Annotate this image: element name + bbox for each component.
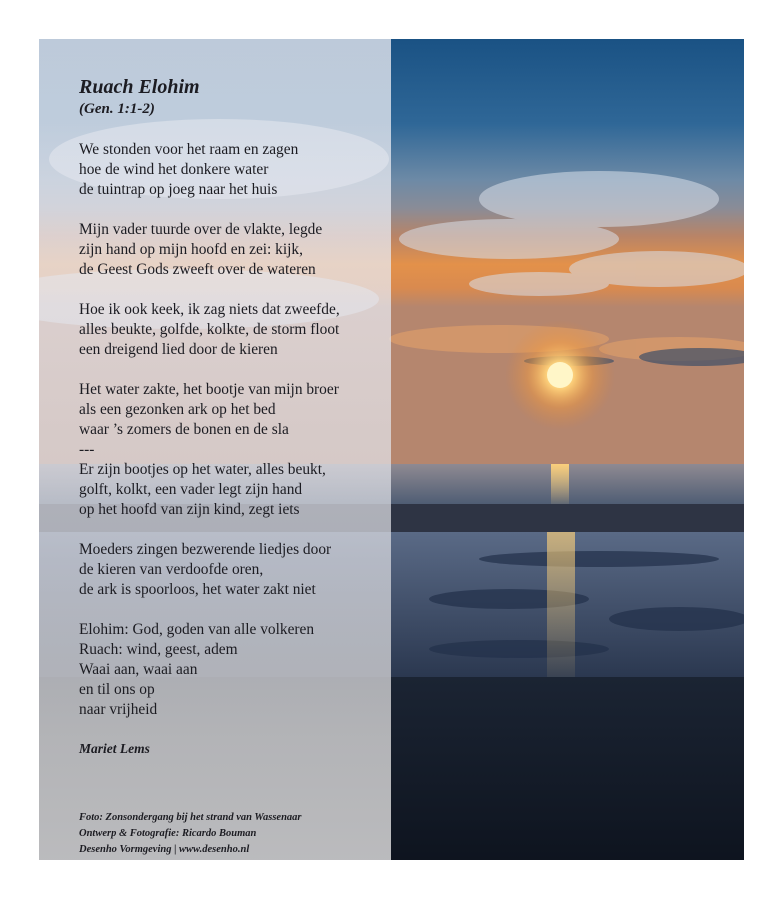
stanza (79, 300, 379, 360)
poem (79, 75, 379, 758)
poem-line: alles beukte, golfde, kolkte, de storm floot (79, 321, 340, 338)
poem-line: zijn hand op mijn hoofd en zei: kijk, (79, 241, 303, 258)
stanza (79, 540, 379, 600)
poem-line: een dreigend lied door de kieren (79, 341, 278, 358)
poem-line: en til ons op (79, 681, 155, 698)
poem-line: Elohim: God, goden van alle volkeren (79, 621, 315, 638)
section-divider: --- (79, 441, 95, 458)
photo-credit: Foto: Zonsondergang bij het strand van Wassenaar (79, 812, 302, 823)
stanza (79, 380, 379, 460)
poem-line: Mijn vader tuurde over de vlakte, legde (79, 221, 323, 238)
poem-line: Het water zakte, het bootje van mijn broer (79, 381, 339, 398)
poem-card (39, 39, 744, 860)
poem-line: Waai aan, waai aan (79, 661, 198, 678)
poem-line: Er zijn bootjes op het water, alles beukt, (79, 461, 326, 478)
poem-title: Ruach Elohim (79, 76, 200, 98)
poem-line: Hoe ik ook keek, ik zag niets dat zweefde, (79, 301, 340, 318)
poem-line: hoe de wind het donkere water (79, 161, 269, 178)
poem-line: naar vrijheid (79, 701, 158, 718)
poem-line: golft, kolkt, een vader legt zijn hand (79, 481, 303, 498)
poem-line: de Geest Gods zweeft over de wateren (79, 261, 316, 278)
poem-line: Moeders zingen bezwerende liedjes door (79, 541, 332, 558)
poem-line: de ark is spoorloos, het water zakt niet (79, 581, 316, 598)
design-credit: Ontwerp & Fotografie: Ricardo Bouman (79, 828, 257, 839)
poem-author: Mariet Lems (79, 741, 150, 756)
poem-line: op het hoofd van zijn kind, zegt iets (79, 501, 300, 518)
credits (79, 810, 302, 858)
poem-line: als een gezonken ark op het bed (79, 401, 276, 418)
stanza (79, 140, 379, 200)
poem-line: de kieren van verdoofde oren, (79, 561, 264, 578)
stanza (79, 460, 379, 520)
poem-line: waar ’s zomers de bonen en de sla (79, 421, 289, 438)
studio-credit: Desenho Vormgeving | www.desenho.nl (79, 844, 250, 855)
poem-line: de tuintrap op joeg naar het huis (79, 181, 278, 198)
poem-line: We stonden voor het raam en zagen (79, 141, 299, 158)
stanza (79, 620, 379, 720)
poem-line: Ruach: wind, geest, adem (79, 641, 238, 658)
stanza (79, 220, 379, 280)
poem-subtitle: (Gen. 1:1-2) (79, 101, 155, 117)
